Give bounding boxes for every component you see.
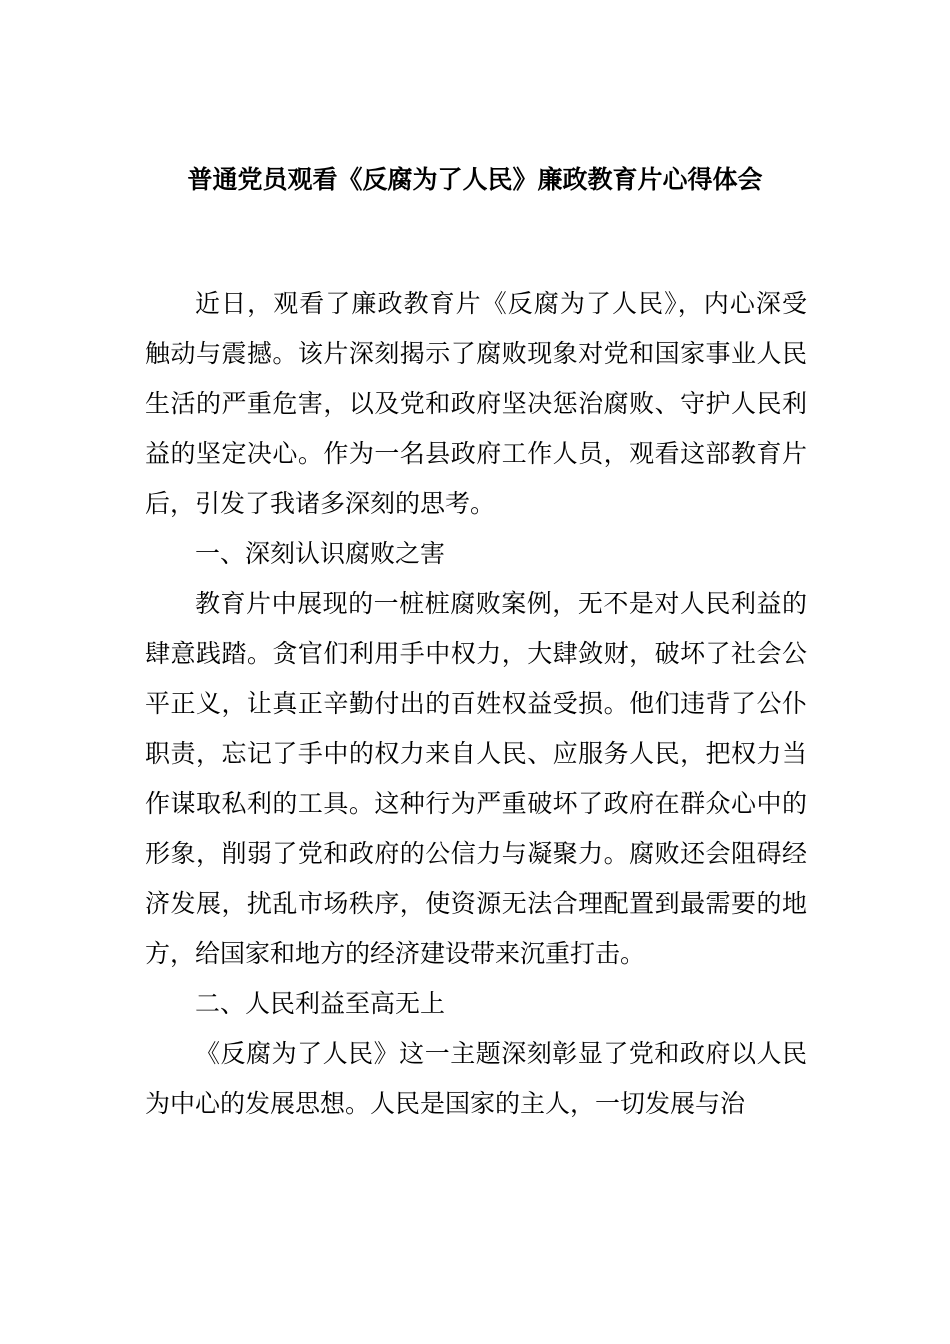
- paragraph-section-2: 《反腐为了人民》这一主题深刻彰显了党和政府以人民为中心的发展思想。人民是国家的主人，一切发展与治: [145, 1039, 807, 1118]
- page-title: 普通党员观看《反腐为了人民》廉政教育片心得体会: [187, 165, 763, 194]
- paragraph-intro: 近日，观看了廉政教育片《反腐为了人民》，内心深受触动与震撼。该片深刻揭示了腐败现象对党和国家事业人民生活的严重危害，以及党和政府坚决惩治腐败、守护人民利益的坚定决心。作为一名县政府工作人员，观看这部教育片后，引发了我诸多深刻的思考。: [145, 289, 807, 518]
- section-heading-1: 一、深刻认识腐败之害: [195, 539, 446, 568]
- section-heading-2: 二、人民利益至高无上: [195, 989, 446, 1018]
- paragraph-section-1: 教育片中展现的一桩桩腐败案例，无不是对人民利益的肆意践踏。贪官们利用手中权力，大肆敛财，破坏了社会公平正义，让真正辛勤付出的百姓权益受损。他们违背了公仆职责，忘记了手中的权力来自人民、应服务人民，把权力当作谋取私利的工具。这种行为严重破坏了政府在群众心中的形象，削弱了党和政府的公信力与凝聚力。腐败还会阻碍经济发展，扰乱市场秩序，使资源无法合理配置到最需要的地方，给国家和地方的经济建设带来沉重打击。: [145, 589, 807, 968]
- document-body: [145, 279, 807, 1129]
